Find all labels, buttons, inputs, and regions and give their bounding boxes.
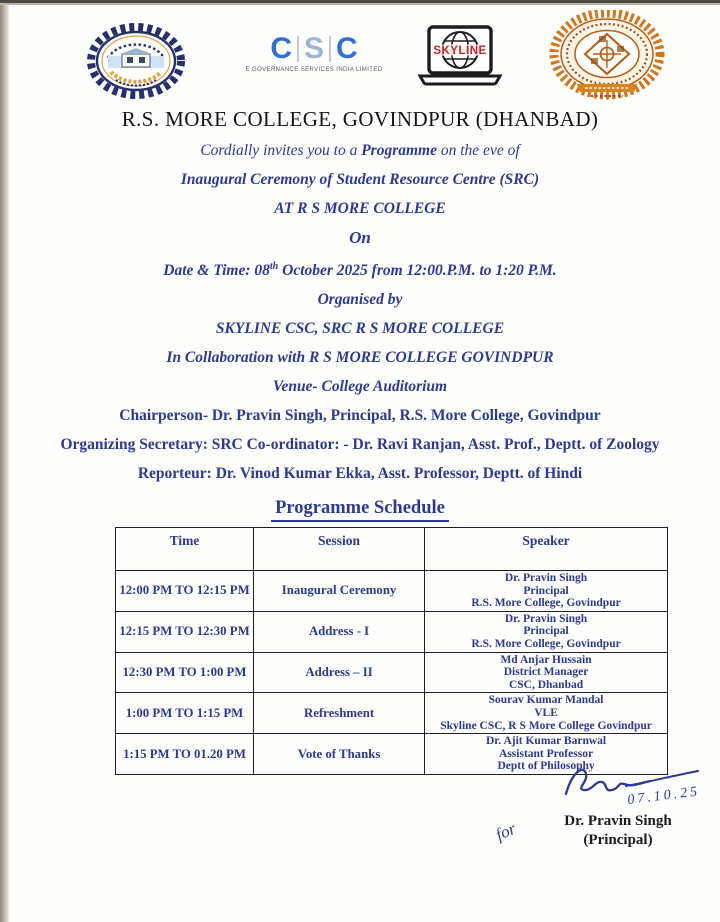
event-title: Inaugural Ceremony of Student Resource Centre (SRC) bbox=[180, 171, 540, 188]
skyline-laptop-logo bbox=[412, 24, 508, 94]
organiser-line: SKYLINE CSC, SRC R S MORE COLLEGE bbox=[215, 320, 505, 338]
datetime-ordinal: th bbox=[269, 261, 279, 272]
handwritten-date: 07.10.25 bbox=[626, 784, 701, 808]
time-cell: 12:00 PM TO 12:15 PM bbox=[116, 571, 254, 612]
chairperson-line: Chairperson- Dr. Pravin Singh, Principal, R.S. More College, Govindpur bbox=[119, 407, 601, 425]
session-cell: Address - I bbox=[254, 611, 425, 652]
speaker-line: Dr. Ajit Kumar Barnwal bbox=[485, 735, 607, 748]
speaker-line: Skyline CSC, R S More College Govindpur bbox=[440, 719, 652, 732]
speaker-line: Dr. Pravin Singh bbox=[504, 572, 588, 584]
session-cell: Refreshment bbox=[254, 693, 425, 734]
speaker-line: Deptt of Philosophy bbox=[497, 760, 595, 773]
column-header-speaker: Speaker bbox=[425, 528, 668, 571]
document-body bbox=[10, 106, 710, 522]
speaker-line: Assistant Professor bbox=[499, 747, 594, 760]
speaker-cell bbox=[425, 693, 668, 734]
speaker-line: R.S. More College, Govindpur bbox=[471, 637, 621, 650]
csc-logo bbox=[245, 32, 383, 86]
signature-block bbox=[488, 762, 713, 862]
datetime-line bbox=[10, 257, 710, 281]
schedule-row bbox=[116, 652, 668, 693]
speaker-line: Principal bbox=[523, 625, 569, 638]
speaker-line: Md Anjar Hussain bbox=[500, 653, 592, 666]
csc-letter-c2: C bbox=[336, 32, 358, 65]
signatory-name: Dr. Pravin Singh bbox=[564, 813, 672, 829]
schedule-row bbox=[116, 611, 668, 652]
schedule-row bbox=[116, 693, 668, 734]
principal-signature-scribble bbox=[556, 762, 706, 810]
datetime-prefix: Date & Time: 08 bbox=[163, 262, 270, 280]
scan-edge-left bbox=[0, 0, 9, 922]
time-cell: 1:15 PM TO 01.20 PM bbox=[116, 734, 254, 775]
header-logos bbox=[0, 0, 720, 105]
column-header-session: Session bbox=[254, 528, 425, 571]
programme-schedule-table bbox=[115, 527, 668, 775]
csc-divider-bar bbox=[329, 36, 331, 62]
schedule-header-row bbox=[116, 528, 668, 571]
handwritten-for-note: for bbox=[492, 818, 519, 845]
college-gear-emblem-icon bbox=[86, 22, 186, 100]
speaker-cell bbox=[425, 652, 668, 693]
reporteur-line: Reporteur: Dr. Vinod Kumar Ekka, Asst. Professor, Deptt. of Hindi bbox=[137, 465, 583, 483]
speaker-line: District Manager bbox=[503, 666, 589, 679]
speaker-line: VLE bbox=[534, 706, 558, 719]
organised-by-label: Organised by bbox=[317, 291, 403, 309]
signatory-name-block bbox=[523, 812, 713, 850]
speaker-line: Sourav Kumar Mandal bbox=[488, 694, 604, 707]
speaker-line: R.S. More College, Govindpur bbox=[471, 597, 621, 610]
time-cell: 12:15 PM TO 12:30 PM bbox=[116, 611, 254, 652]
schedule-body bbox=[116, 571, 668, 775]
csc-caption: E GOVERNANCE SERVICES INDIA LIMITED bbox=[245, 67, 383, 73]
collaboration-line: In Collaboration with R S MORE COLLEGE GOVINDPUR bbox=[166, 349, 554, 367]
csc-divider-bar bbox=[297, 36, 299, 62]
datetime-rest: October 2025 from 12:00.P.M. to 1:20 P.M. bbox=[278, 262, 557, 280]
college-title: R.S. MORE COLLEGE, GOVINDPUR (DHANBAD) bbox=[121, 107, 599, 131]
session-cell: Address – II bbox=[254, 652, 425, 693]
speaker-line: Principal bbox=[523, 584, 569, 597]
organizing-secretary-line: Organizing Secretary: SRC Co-ordinator: - Dr. Ravi Ranjan, Asst. Prof., Deptt. of Zoology bbox=[60, 436, 660, 454]
at-college-line: AT R S MORE COLLEGE bbox=[274, 200, 446, 217]
speaker-cell bbox=[425, 611, 668, 652]
schedule-heading: Programme Schedule bbox=[271, 498, 449, 522]
session-cell: Vote of Thanks bbox=[254, 734, 425, 775]
on-word: On bbox=[349, 228, 371, 247]
venue-line: Venue- College Auditorium bbox=[272, 378, 448, 396]
session-cell: Inaugural Ceremony bbox=[254, 571, 425, 612]
invite-programme-word: Programme bbox=[361, 142, 437, 159]
time-cell: 12:30 PM TO 1:00 PM bbox=[116, 652, 254, 693]
csc-logo-letters bbox=[270, 34, 357, 64]
signatory-title: (Principal) bbox=[583, 832, 653, 848]
column-header-time: Time bbox=[116, 528, 254, 571]
time-cell: 1:00 PM TO 1:15 PM bbox=[116, 693, 254, 734]
skyline-label: SKYLINE bbox=[433, 45, 487, 57]
university-seal-icon bbox=[547, 10, 667, 102]
invite-suffix: on the eve of bbox=[437, 142, 520, 159]
invite-line bbox=[10, 141, 710, 161]
invite-prefix: Cordially invites you to a bbox=[200, 142, 362, 159]
csc-letter-s: S bbox=[303, 32, 324, 65]
speaker-line: Dr. Pravin Singh bbox=[504, 612, 588, 625]
speaker-cell bbox=[425, 571, 668, 612]
speaker-line: CSC, Dhanbad bbox=[508, 678, 584, 691]
csc-letter-c1: C bbox=[270, 32, 292, 65]
schedule-row bbox=[116, 571, 668, 612]
